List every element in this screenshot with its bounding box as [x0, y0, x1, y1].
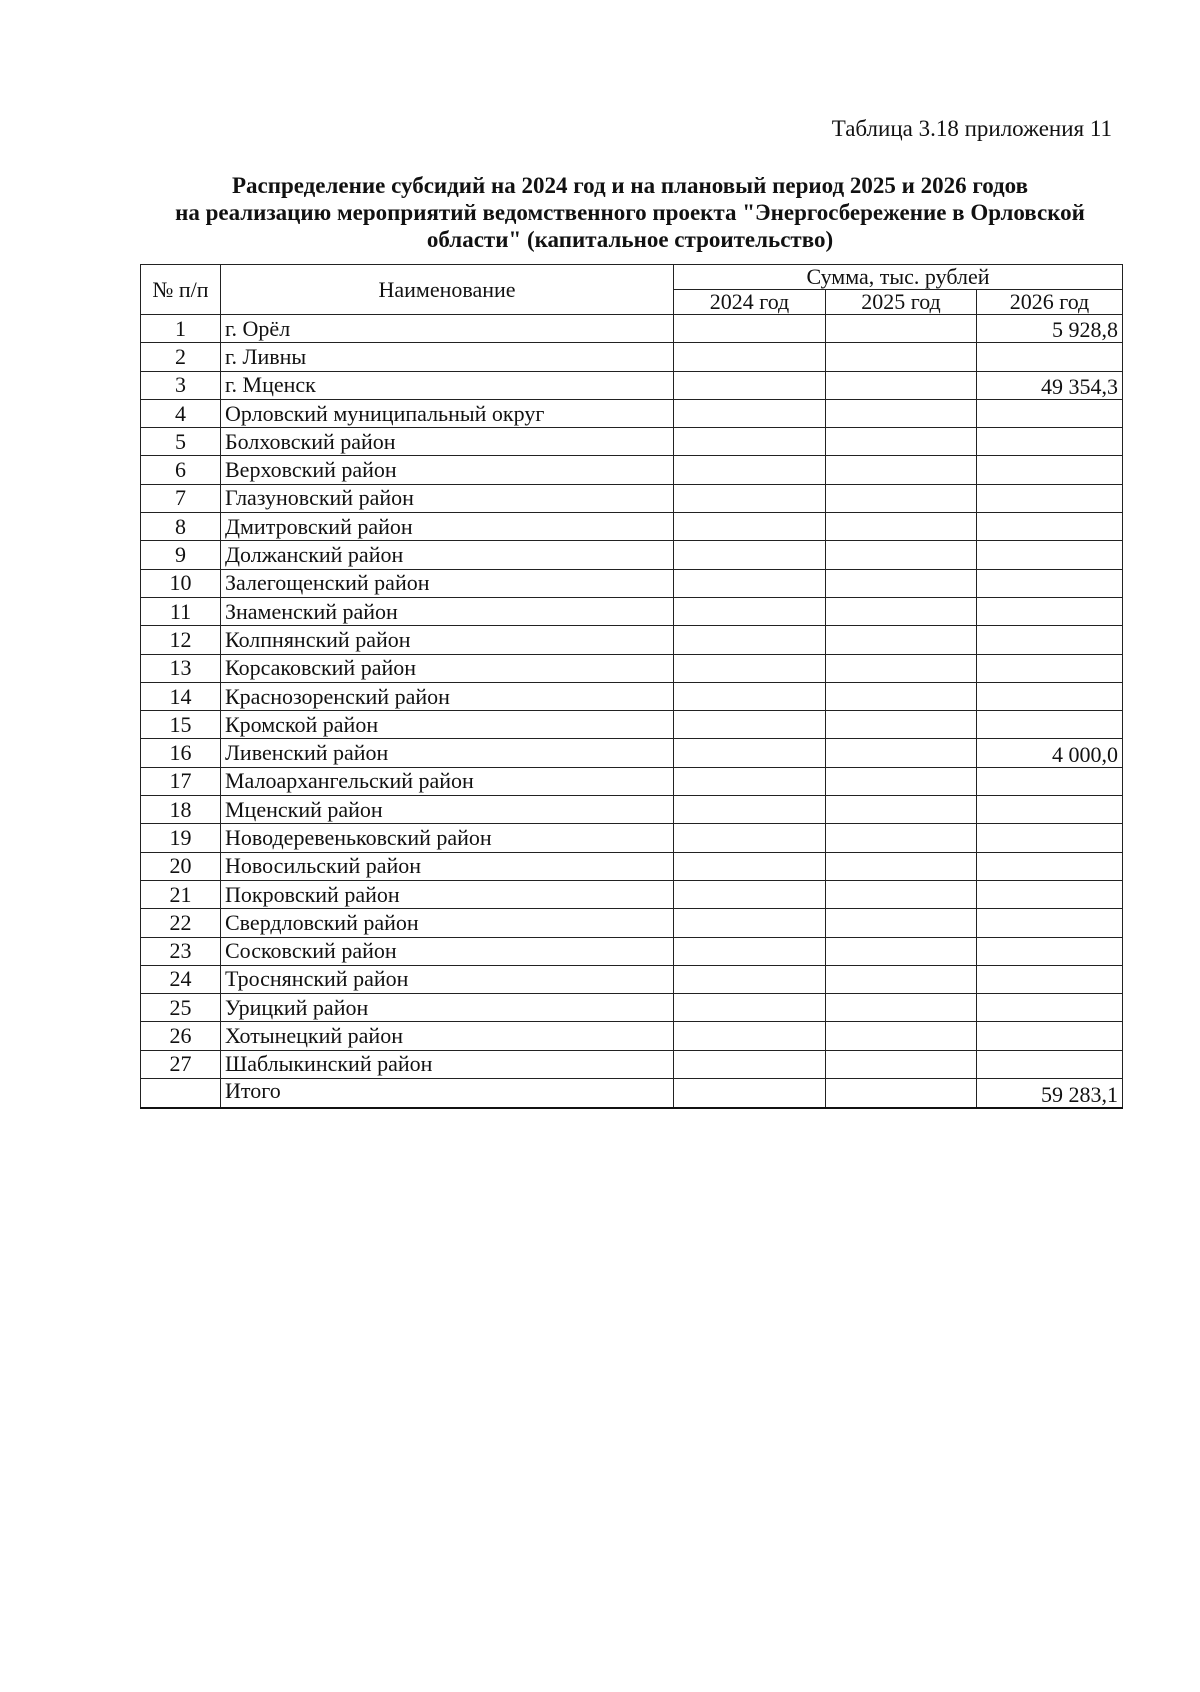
row-name: Покровский район [221, 880, 674, 908]
row-value-2025 [826, 682, 977, 710]
row-value-2026: 5 928,8 [977, 315, 1123, 343]
row-value-2026 [977, 711, 1123, 739]
row-number: 5 [141, 428, 221, 456]
row-number: 6 [141, 456, 221, 484]
row-value-2025 [826, 937, 977, 965]
row-value-2025 [826, 597, 977, 625]
table-row [141, 371, 1123, 399]
row-number: 18 [141, 796, 221, 824]
row-value-2024 [674, 965, 826, 993]
row-number: 8 [141, 513, 221, 541]
total-row [141, 1079, 1123, 1109]
row-name: г. Ливны [221, 343, 674, 371]
table-row [141, 796, 1123, 824]
header-num: № п/п [141, 265, 221, 315]
table-row [141, 880, 1123, 908]
row-value-2025 [826, 484, 977, 512]
document-title [140, 172, 1120, 253]
row-value-2025 [826, 711, 977, 739]
row-value-2025 [826, 569, 977, 597]
row-value-2024 [674, 824, 826, 852]
table-row [141, 965, 1123, 993]
row-name: Глазуновский район [221, 484, 674, 512]
table-row [141, 739, 1123, 767]
row-value-2026 [977, 965, 1123, 993]
total-value-2024 [674, 1079, 826, 1109]
row-value-2026 [977, 1022, 1123, 1050]
row-value-2025 [826, 796, 977, 824]
row-value-2026 [977, 824, 1123, 852]
title-line-1: Распределение субсидий на 2024 год и на плановый период 2025 и 2026 годов [231, 173, 1029, 198]
table-row [141, 456, 1123, 484]
row-value-2026 [977, 597, 1123, 625]
total-value-2025 [826, 1079, 977, 1109]
row-value-2026 [977, 569, 1123, 597]
row-value-2024 [674, 428, 826, 456]
row-value-2026 [977, 937, 1123, 965]
row-value-2025 [826, 541, 977, 569]
row-value-2025 [826, 513, 977, 541]
row-value-2026: 4 000,0 [977, 739, 1123, 767]
row-name: Знаменский район [221, 597, 674, 625]
table-row [141, 654, 1123, 682]
row-value-2024 [674, 399, 826, 427]
total-label: Итого [221, 1079, 674, 1109]
table-row [141, 513, 1123, 541]
row-number: 3 [141, 371, 221, 399]
row-value-2024 [674, 994, 826, 1022]
row-number: 10 [141, 569, 221, 597]
row-number: 1 [141, 315, 221, 343]
table-row [141, 399, 1123, 427]
row-value-2026 [977, 994, 1123, 1022]
row-value-2024 [674, 654, 826, 682]
row-name: Новодеревеньковский район [221, 824, 674, 852]
row-name: Шаблыкинский район [221, 1050, 674, 1078]
row-name: Сосковский район [221, 937, 674, 965]
row-value-2025 [826, 994, 977, 1022]
row-value-2025 [826, 343, 977, 371]
row-number: 24 [141, 965, 221, 993]
row-number: 25 [141, 994, 221, 1022]
row-value-2024 [674, 739, 826, 767]
table-row [141, 428, 1123, 456]
row-number: 9 [141, 541, 221, 569]
header-sum: Сумма, тыс. рублей [674, 265, 1123, 290]
row-value-2024 [674, 767, 826, 795]
row-value-2024 [674, 513, 826, 541]
table-row [141, 1050, 1123, 1078]
row-number: 22 [141, 909, 221, 937]
table-row [141, 994, 1123, 1022]
row-name: Мценский район [221, 796, 674, 824]
row-number: 23 [141, 937, 221, 965]
row-value-2025 [826, 880, 977, 908]
row-value-2026 [977, 626, 1123, 654]
row-value-2025 [826, 1050, 977, 1078]
row-name: Новосильский район [221, 852, 674, 880]
table-row [141, 711, 1123, 739]
row-name: Колпнянский район [221, 626, 674, 654]
row-name: Хотынецкий район [221, 1022, 674, 1050]
row-value-2024 [674, 880, 826, 908]
row-value-2026 [977, 541, 1123, 569]
header-name: Наименование [221, 265, 674, 315]
row-value-2025 [826, 456, 977, 484]
row-value-2026 [977, 1050, 1123, 1078]
row-number: 19 [141, 824, 221, 852]
row-name: Троснянский район [221, 965, 674, 993]
table-row [141, 909, 1123, 937]
row-name: Кромской район [221, 711, 674, 739]
row-number: 2 [141, 343, 221, 371]
total-value-2026: 59 283,1 [977, 1079, 1123, 1109]
row-value-2026 [977, 428, 1123, 456]
row-value-2024 [674, 484, 826, 512]
row-value-2024 [674, 682, 826, 710]
row-value-2026 [977, 682, 1123, 710]
row-value-2025 [826, 399, 977, 427]
row-value-2026 [977, 880, 1123, 908]
table-row [141, 541, 1123, 569]
row-value-2026 [977, 513, 1123, 541]
row-value-2025 [826, 852, 977, 880]
row-value-2024 [674, 1022, 826, 1050]
row-name: Урицкий район [221, 994, 674, 1022]
row-number: 20 [141, 852, 221, 880]
row-value-2025 [826, 371, 977, 399]
row-value-2026 [977, 852, 1123, 880]
row-value-2024 [674, 909, 826, 937]
header-year-2025: 2025 год [826, 290, 977, 315]
table-row [141, 484, 1123, 512]
total-number-cell [141, 1079, 221, 1109]
row-value-2026 [977, 484, 1123, 512]
row-number: 15 [141, 711, 221, 739]
row-value-2024 [674, 371, 826, 399]
header-year-2026: 2026 год [977, 290, 1123, 315]
row-name: Свердловский район [221, 909, 674, 937]
row-name: Корсаковский район [221, 654, 674, 682]
row-value-2025 [826, 428, 977, 456]
row-name: г. Орёл [221, 315, 674, 343]
subsidies-table [140, 264, 1123, 1109]
row-number: 14 [141, 682, 221, 710]
row-value-2024 [674, 852, 826, 880]
row-name: Малоархангельский район [221, 767, 674, 795]
row-number: 16 [141, 739, 221, 767]
row-name: Краснозоренский район [221, 682, 674, 710]
row-number: 13 [141, 654, 221, 682]
row-value-2026 [977, 399, 1123, 427]
row-value-2024 [674, 343, 826, 371]
row-value-2024 [674, 315, 826, 343]
title-line-3: области" (капитальное строительство) [426, 227, 834, 252]
row-value-2024 [674, 1050, 826, 1078]
table-row [141, 852, 1123, 880]
table-row [141, 682, 1123, 710]
row-value-2024 [674, 626, 826, 654]
table-row [141, 626, 1123, 654]
row-name: Залегощенский район [221, 569, 674, 597]
row-number: 11 [141, 597, 221, 625]
header-year-2024: 2024 год [674, 290, 826, 315]
row-name: Должанский район [221, 541, 674, 569]
row-name: Орловский муниципальный округ [221, 399, 674, 427]
row-value-2026: 49 354,3 [977, 371, 1123, 399]
row-value-2025 [826, 1022, 977, 1050]
row-value-2025 [826, 965, 977, 993]
row-value-2024 [674, 569, 826, 597]
row-name: Дмитровский район [221, 513, 674, 541]
row-name: Верховский район [221, 456, 674, 484]
row-number: 4 [141, 399, 221, 427]
table-row [141, 569, 1123, 597]
row-name: г. Мценск [221, 371, 674, 399]
table-row [141, 343, 1123, 371]
title-line-2: на реализацию мероприятий ведомственного проекта "Энергосбережение в Орловской [175, 200, 1085, 225]
row-number: 27 [141, 1050, 221, 1078]
table-body [141, 315, 1123, 1109]
table-row [141, 597, 1123, 625]
row-number: 26 [141, 1022, 221, 1050]
row-number: 7 [141, 484, 221, 512]
row-value-2025 [826, 909, 977, 937]
table-row [141, 937, 1123, 965]
row-value-2025 [826, 315, 977, 343]
row-name: Болховский район [221, 428, 674, 456]
row-value-2025 [826, 739, 977, 767]
row-value-2024 [674, 711, 826, 739]
row-value-2024 [674, 541, 826, 569]
row-value-2024 [674, 597, 826, 625]
table-row [141, 824, 1123, 852]
row-value-2024 [674, 937, 826, 965]
row-value-2026 [977, 796, 1123, 824]
row-number: 12 [141, 626, 221, 654]
table-row [141, 767, 1123, 795]
row-value-2025 [826, 626, 977, 654]
row-value-2025 [826, 824, 977, 852]
row-number: 17 [141, 767, 221, 795]
row-value-2026 [977, 909, 1123, 937]
table-row [141, 1022, 1123, 1050]
row-value-2025 [826, 654, 977, 682]
row-value-2024 [674, 796, 826, 824]
row-value-2024 [674, 456, 826, 484]
row-value-2026 [977, 767, 1123, 795]
row-value-2025 [826, 767, 977, 795]
row-number: 21 [141, 880, 221, 908]
appendix-reference: Таблица 3.18 приложения 11 [831, 116, 1112, 141]
table-row [141, 315, 1123, 343]
row-value-2026 [977, 654, 1123, 682]
row-value-2026 [977, 343, 1123, 371]
row-name: Ливенский район [221, 739, 674, 767]
row-value-2026 [977, 456, 1123, 484]
